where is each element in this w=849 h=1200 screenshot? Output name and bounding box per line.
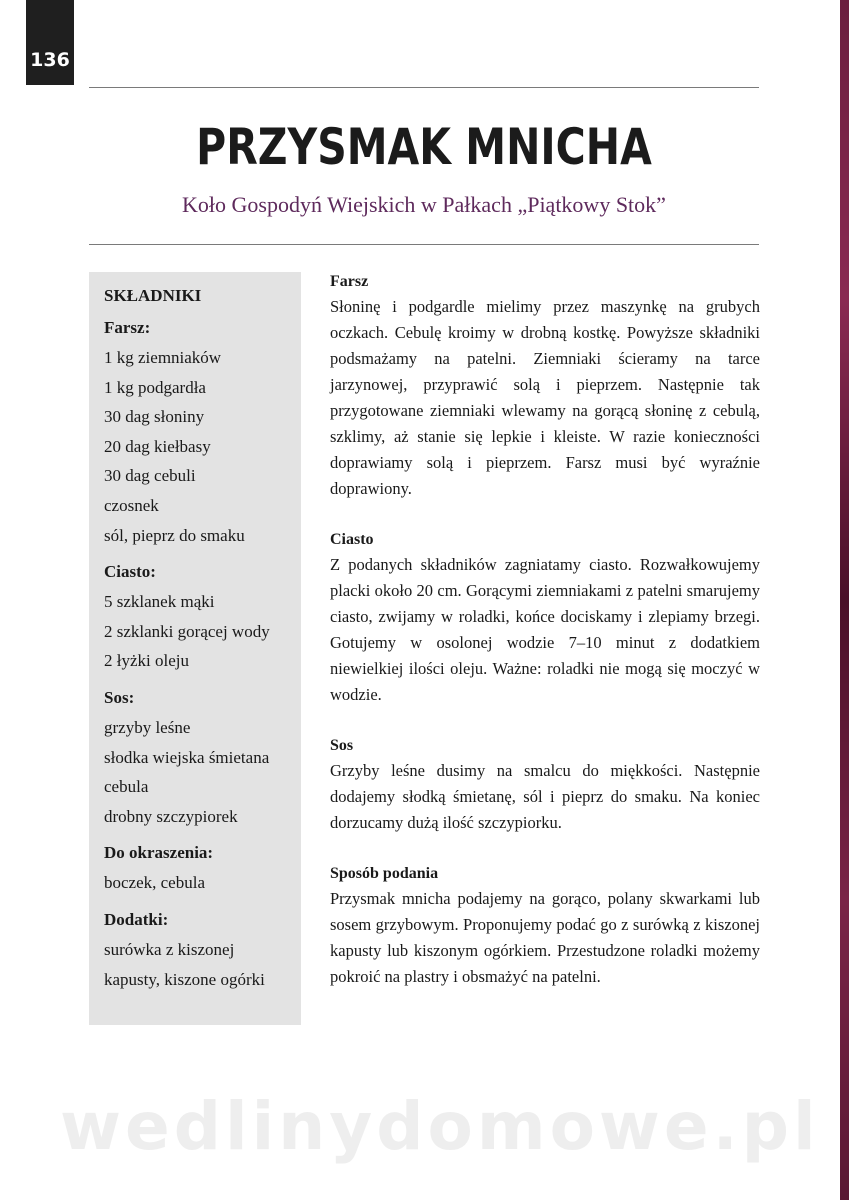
page-number: 136 (30, 49, 70, 71)
instruction-section-text: Przysmak mnicha podajemy na gorąco, polany skwarkami lub sosem grzybowym. Proponujemy podać go z surówką z kiszonej kapusty lub kiszonym ogórkiem. Przestudzone roladki możemy pokroić na plastry i obsmażyć na patelni. (330, 889, 760, 986)
ingredient-group-title: Dodatki: (104, 909, 169, 929)
top-divider (89, 87, 759, 88)
ingredient-group-title: Ciasto: (104, 562, 156, 582)
ingredient-item: grzyby leśne (104, 717, 191, 737)
ingredient-group (104, 557, 301, 676)
instruction-section (330, 862, 760, 990)
ingredient-item: sól, pieprz do smaku (104, 525, 245, 545)
ingredient-item: drobny szczypiorek (104, 806, 238, 826)
ingredient-item: 2 łyżki oleju (104, 651, 189, 671)
instruction-section-text: Grzyby leśne dusimy na smalcu do miękkości. Następnie dodajemy słodką śmietanę, sól i pieprz do smaku. Na koniec dorzucamy dużą ilość szczypiorku. (330, 761, 760, 832)
ingredient-item: czosnek (104, 495, 159, 515)
ingredient-item: słodka wiejska śmietana (104, 747, 270, 767)
recipe-subtitle: Koło Gospodyń Wiejskich w Pałkach „Piątkowy Stok” (182, 192, 666, 217)
ingredient-group-title: Do okraszenia: (104, 843, 214, 863)
instruction-section-text: Z podanych składników zagniatamy ciasto. Rozwałkowujemy placki około 20 cm. Gorącymi ziemniakami z patelni smarujemy ciasto, zwijamy w roladki, końce dociskamy i zlepiamy brzegi. Gotujemy w osolonej wodzie 7–10 minut z dodatkiem niewielkiej ilości oleju. Ważne: roladki nie mogą się moczyć w wodzie. (330, 555, 760, 704)
ingredient-item: cebula (104, 777, 149, 797)
ingredient-group (104, 683, 301, 831)
ingredient-item: 2 szklanki gorącej wody (104, 621, 270, 641)
ingredient-item: 30 dag cebuli (104, 466, 196, 486)
ingredient-item: kapusty, kiszone ogórki (104, 969, 265, 989)
ingredient-group (104, 905, 301, 994)
ingredient-item: 1 kg ziemniaków (104, 348, 222, 367)
watermark: wedlinydomowe.pl (60, 1088, 820, 1165)
instruction-section-title: Sos (330, 737, 354, 754)
ingredients-sidebar (89, 272, 301, 1025)
instruction-section (330, 528, 760, 708)
ingredient-group-title: Farsz: (104, 318, 151, 337)
ingredient-item: 30 dag słoniny (104, 407, 205, 427)
instruction-section-title: Sposób podania (330, 865, 439, 882)
recipe-title: PRZYSMAK MNICHA (196, 118, 652, 176)
ingredient-group (104, 838, 301, 898)
ingredients-heading: SKŁADNIKI (104, 286, 202, 305)
right-edge-strip (840, 0, 849, 1200)
ingredient-item: surówka z kiszonej (104, 939, 235, 959)
header-divider (89, 244, 759, 245)
instructions-column (330, 270, 760, 1016)
page-number-tab (26, 0, 74, 85)
ingredient-item: 5 szklanek mąki (104, 592, 215, 612)
instruction-section (330, 734, 760, 836)
ingredient-group-title: Sos: (104, 687, 135, 707)
instruction-section-title: Farsz (330, 273, 369, 290)
instruction-section (330, 270, 760, 502)
ingredient-item: 1 kg podgardła (104, 377, 206, 397)
ingredient-group (104, 313, 301, 550)
instruction-section-text: Słoninę i podgardle mielimy przez maszynkę na grubych oczkach. Cebulę kroimy w drobną kostkę. Powyższe składniki podsmażamy na patelni. Ziemniaki ścieramy na tarce jarzynowej, przyprawić solą i pieprzem. Następnie tak przygotowane ziemniaki wlewamy na gorącą słoninę z cebulą, szklimy, aż stanie się lepkie i kleiste. W razie konieczności doprawiamy solą i pieprzem. Farsz musi być wyraźnie doprawiony. (330, 297, 760, 498)
ingredient-item: 20 dag kiełbasy (104, 436, 211, 456)
ingredient-item: boczek, cebula (104, 873, 205, 893)
instruction-section-title: Ciasto (330, 531, 374, 548)
